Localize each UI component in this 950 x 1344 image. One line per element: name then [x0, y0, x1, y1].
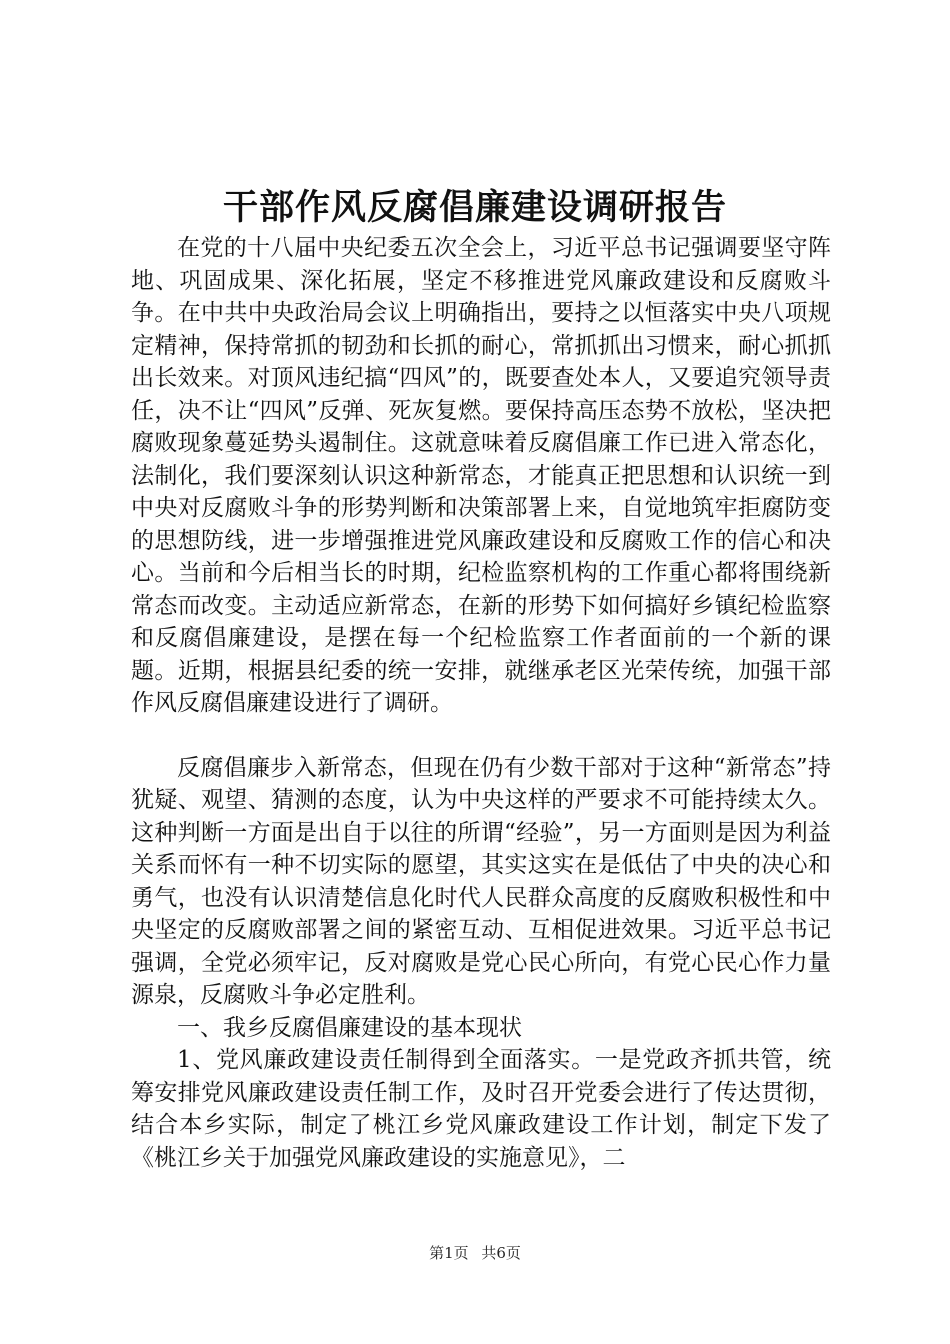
- page-number: 第1页: [429, 1244, 469, 1262]
- paragraph-responsibility: 1、党风廉政建设责任制得到全面落实。一是党政齐抓共管，统筹安排党风廉政建设责任制工作，及时召开党委会进行了传达贯彻，结合本乡实际，制定了桃江乡党风廉政建设工作计划，制定下发了《桃江乡关于加强党风廉政建设的实施意见》，二: [131, 1047, 831, 1171]
- paragraph-intro: 在党的十八届中央纪委五次全会上，习近平总书记强调要坚守阵地、巩固成果、深化拓展，坚定不移推进党风廉政建设和反腐败斗争。在中共中央政治局会议上明确指出，要持之以恒落实中央八项规定精神，保持常抓的韧劲和长抓的耐心，常抓抓出习惯来，耐心抓抓出长效来。对顶风违纪搞“四风”的，既要查处本人，又要追究领导责任，决不让“四风”反弹、死灰复燃。要保持高压态势不放松，坚决把腐败现象蔓延势头遏制住。这就意味着反腐倡廉工作已进入常态化，法制化，我们要深刻认识这种新常态，才能真正把思想和认识统一到中央对反腐败斗争的形势判断和决策部署上来，自觉地筑牢拒腐防变的思想防线，进一步增强推进党风廉政建设和反腐败工作的信心和决心。当前和今后相当长的时期，纪检监察机构的工作重心都将围绕新常态而改变。主动适应新常态，在新的形势下如何搞好乡镇纪检监察和反腐倡廉建设，是摆在每一个纪检监察工作者面前的一个新的课题。近期，根据县纪委的统一安排，就继承老区光荣传统，加强干部作风反腐倡廉建设进行了调研。: [131, 235, 831, 716]
- document-body: [131, 232, 831, 1174]
- section-heading: 一、我乡反腐倡廉建设的基本现状: [177, 1014, 522, 1041]
- paragraph-new-normal: 反腐倡廉步入新常态，但现在仍有少数干部对于这种“新常态”持犹疑、观望、猜测的态度，认为中央这样的严要求不可能持续太久。这种判断一方面是出自于以往的所谓“经验”，另一方面则是因为利益关系而怀有一种不切实际的愿望，其实这实在是低估了中央的决心和勇气，也没有认识清楚信息化时代人民群众高度的反腐败积极性和中央坚定的反腐败部署之间的紧密互动、互相促进效果。习近平总书记强调，全党必须牢记，反对腐败是党心民心所向，有党心民心作力量源泉，反腐败斗争必定胜利。: [131, 754, 831, 1008]
- page-total: 共6页: [481, 1244, 521, 1262]
- page-footer: [0, 1243, 950, 1263]
- document-title: 干部作风反腐倡廉建设调研报告: [222, 187, 727, 228]
